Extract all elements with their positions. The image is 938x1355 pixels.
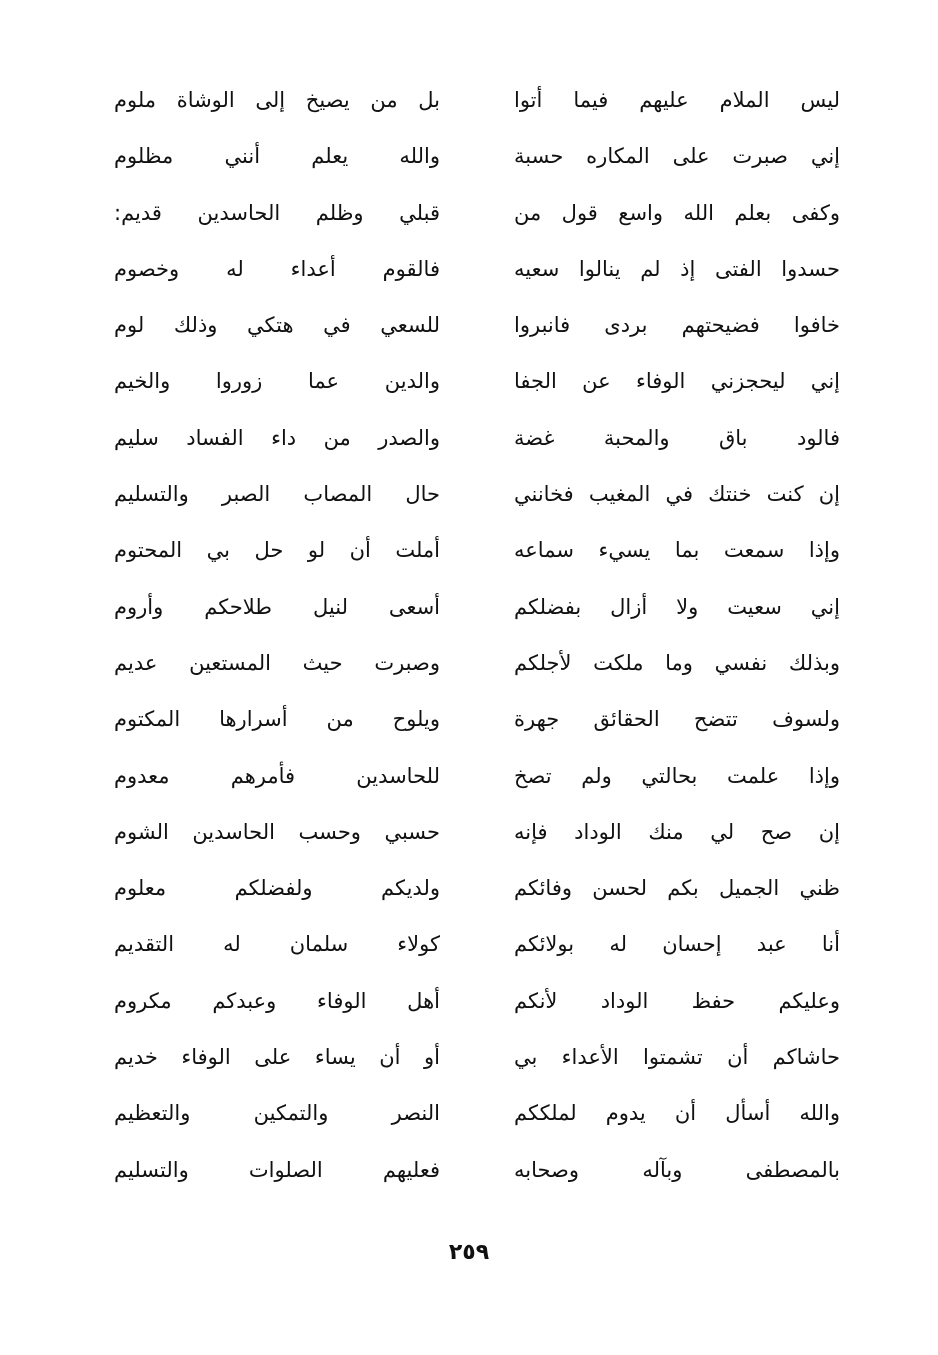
verse	[100, 132, 850, 188]
verse-first-hemistich: ليس الملام عليهم فيما أتوا	[514, 88, 840, 112]
verse	[100, 189, 850, 245]
verse	[100, 977, 850, 1033]
verse-second-hemistich: قبلي وظلم الحاسدين قديم:	[114, 200, 440, 225]
verse-first-hemistich: خافوا فضيحتهم بردى فانبروا	[514, 313, 840, 338]
verse	[100, 357, 850, 413]
verse	[100, 639, 850, 695]
verse-second-hemistich: فالقوم أعداء له وخصوم	[114, 256, 440, 281]
poem	[100, 76, 850, 1202]
verse-second-hemistich: والصدر من داء الفساد سليم	[114, 425, 440, 450]
verse-first-hemistich: بالمصطفى وبآله وصحابه	[514, 1157, 840, 1182]
verse	[100, 470, 850, 526]
verse	[100, 808, 850, 864]
verse-second-hemistich: وصبرت حيث المستعين عديم	[114, 650, 440, 675]
verse-first-hemistich: إني ليحجزني الوفاء عن الجفا	[514, 369, 840, 394]
verse-first-hemistich: وإذا علمت بحالتي ولم تصخ	[514, 763, 840, 788]
verse-second-hemistich: النصر والتمكين والتعظيم	[114, 1101, 440, 1126]
verse-first-hemistich: وعليكم حفظ الوداد لأنكم	[514, 988, 840, 1013]
verse-first-hemistich: وإذا سمعت بما يسيء سماعه	[514, 538, 840, 563]
verse-second-hemistich: حال المصاب الصبر والتسليم	[114, 482, 440, 507]
verse-second-hemistich: أو أن يساء على الوفاء خديم	[114, 1045, 440, 1070]
verse-second-hemistich: والله يعلم أنني مظلوم	[114, 144, 440, 169]
verse	[100, 1033, 850, 1089]
verse-second-hemistich: كولاء سلمان له التقديم	[114, 932, 440, 957]
verse-first-hemistich: إني سعيت ولا أزال بفضلكم	[514, 594, 840, 619]
verse	[100, 1089, 850, 1145]
verse	[100, 1146, 850, 1202]
verse-second-hemistich: حسبي وحسب الحاسدين الشوم	[114, 819, 440, 844]
verse-second-hemistich: أهل الوفاء وعبدكم مكروم	[114, 988, 440, 1013]
verse-first-hemistich: والله أسأل أن يدوم لملككم	[514, 1101, 840, 1126]
verse	[100, 864, 850, 920]
verse-second-hemistich: للسعي في هتكي وذلك لوم	[114, 313, 440, 338]
verse	[100, 695, 850, 751]
verse-first-hemistich: وكفى بعلم الله واسع قول من	[514, 200, 840, 225]
verse-second-hemistich: والدين عما زوروا والخيم	[114, 369, 440, 394]
verse	[100, 526, 850, 582]
verse	[100, 920, 850, 976]
verse	[100, 76, 850, 132]
verse-second-hemistich: بل من يصيخ إلى الوشاة ملوم	[114, 88, 440, 112]
verse-second-hemistich: للحاسدين فأمرهم معدوم	[114, 763, 440, 788]
verse-first-hemistich: حسدوا الفتى إذ لم ينالوا سعيه	[514, 256, 840, 281]
verse-first-hemistich: ولسوف تتضح الحقائق جهرة	[514, 707, 840, 732]
verse-first-hemistich: فالود باق والمحبة غضة	[514, 425, 840, 450]
verse-first-hemistich: إن صح لي منك الوداد فإنه	[514, 819, 840, 844]
verse	[100, 245, 850, 301]
verse-first-hemistich: ظني الجميل بكم لحسن وفائكم	[514, 876, 840, 901]
verse-first-hemistich: أنا عبد إحسان له بولائكم	[514, 932, 840, 957]
verse-first-hemistich: إن كنت خنتك في المغيب فخانني	[514, 482, 840, 507]
verse-second-hemistich: فعليهم الصلوات والتسليم	[114, 1157, 440, 1182]
verse-first-hemistich: حاشاكم أن تشمتوا الأعداء بي	[514, 1045, 840, 1070]
verse	[100, 414, 850, 470]
verse	[100, 301, 850, 357]
verse-second-hemistich: ولديكم ولفضلكم معلوم	[114, 876, 440, 901]
verse	[100, 583, 850, 639]
verse-second-hemistich: أملت أن لو حل بي المحتوم	[114, 538, 440, 563]
page-number: ٢٥٩	[448, 1240, 490, 1265]
verse	[100, 752, 850, 808]
verse-first-hemistich: إني صبرت على المكاره حسبة	[514, 144, 840, 169]
verse-second-hemistich: أسعى لنيل طلاحكم وأروم	[114, 594, 440, 619]
verse-second-hemistich: ويلوح من أسرارها المكتوم	[114, 707, 440, 732]
verse-first-hemistich: وبذلك نفسي وما ملكت لأجلكم	[514, 650, 840, 675]
